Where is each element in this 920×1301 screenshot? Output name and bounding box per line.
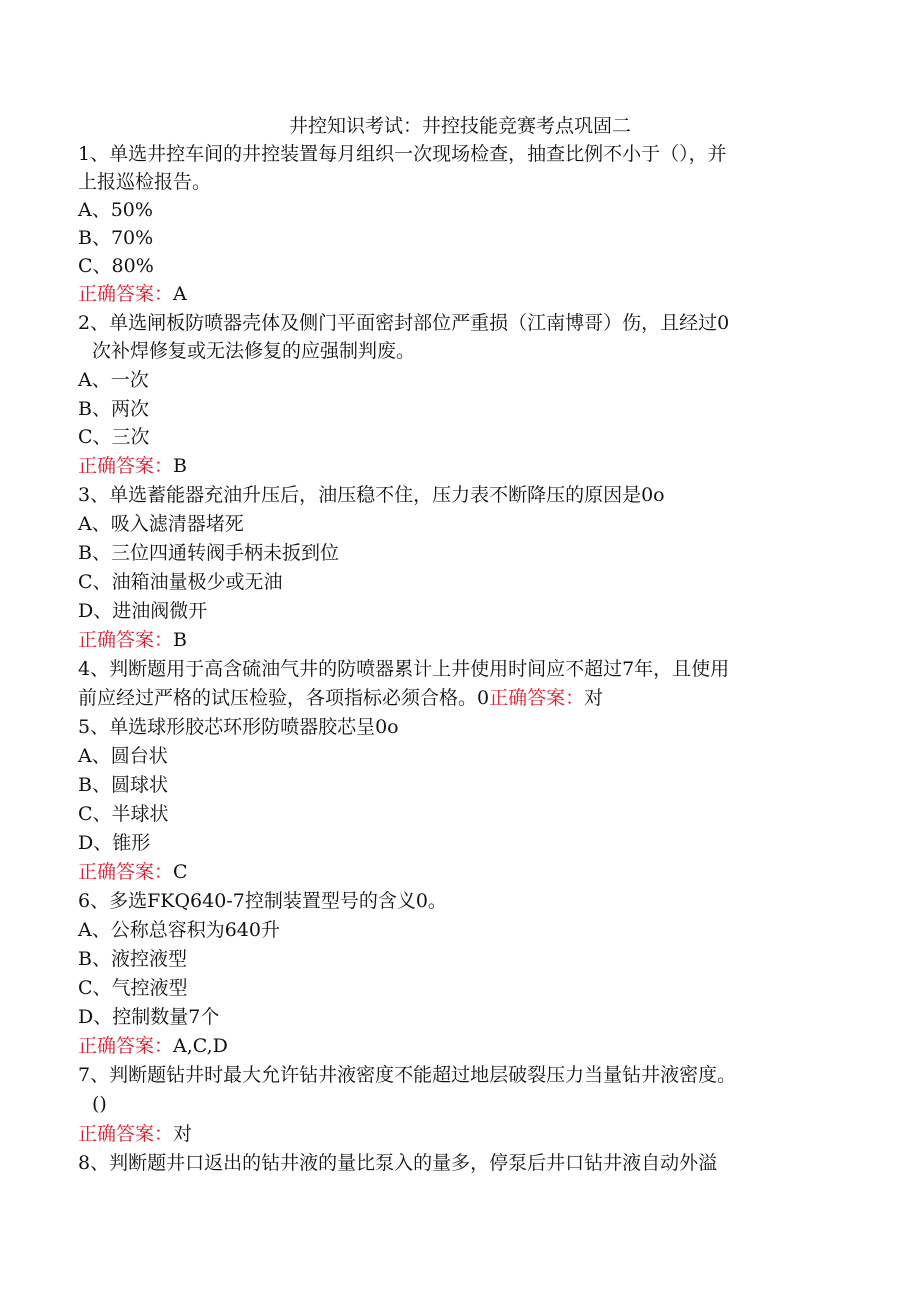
question-1-option-b: B、70% [78,227,154,249]
question-8-stem-line-1: 8、判断题井口返出的钻井液的量比泵入的量多，停泵后井口钻井液自动外溢 [78,1152,718,1174]
question-3-option-c: C、油箱油量极少或无油 [78,571,283,593]
answer-value: 对 [173,1123,193,1145]
question-6-option-c: C、气控液型 [78,977,188,999]
document-title: 井控知识考试：井控技能竞赛考点巩固二 [288,115,631,137]
question-2-stem-line-1: 2、单选闸板防喷器壳体及侧门平面密封部位严重损（江南博哥）伤，且经过0 [78,312,730,334]
answer-label: 正确答案： [78,1123,174,1145]
question-6-option-a: A、公称总容积为640升 [78,919,280,941]
question-6-option-b: B、液控液型 [78,948,187,970]
question-4-stem-text: 前应经过严格的试压检验，各项指标必须合格。0 [78,687,490,709]
answer-value: A,C,D [173,1035,228,1057]
question-2-option-a: A、一次 [78,369,149,391]
question-4-stem-line-2 [78,684,603,712]
question-1-option-c: C、80% [78,255,154,277]
answer-label: 正确答案： [78,1035,174,1057]
question-2-answer [78,452,187,480]
question-4-stem-line-1: 4、判断题用于高含硫油气井的防喷器累计上井使用时间应不超过7年，且使用 [78,658,730,680]
question-1-stem-line-1: 1、单选井控车间的井控装置每月组织一次现场检查，抽查比例不小于（），并 [78,143,727,165]
question-3-answer [78,626,187,654]
answer-value: B [173,455,187,477]
question-7-stem-line-1: 7、判断题钻井时最大允许钻井液密度不能超过地层破裂压力当量钻井液密度。 [78,1064,737,1086]
answer-label: 正确答案： [489,687,585,709]
question-3-option-d: D、进油阀微开 [78,600,208,622]
question-2-option-b: B、两次 [78,398,149,420]
question-5-option-a: A、圆台状 [78,745,168,767]
question-5-option-c: C、半球状 [78,803,169,825]
answer-label: 正确答案： [78,455,174,477]
question-5-option-d: D、锥形 [78,832,151,854]
question-6-stem-line-1: 6、多选FKQ640-7控制装置型号的含义0。 [78,890,447,912]
question-3-stem-line-1: 3、单选蓄能器充油升压后，油压稳不住，压力表不断降压的原因是0o [78,484,665,506]
question-5-stem-line-1: 5、单选球形胶芯环形防喷器胶芯呈0o [78,716,399,738]
answer-value: B [173,629,187,651]
question-1-option-a: A、50% [78,199,153,221]
question-7-answer [78,1120,192,1148]
answer-label: 正确答案： [78,283,174,305]
question-7-stem-line-2: () [92,1093,107,1115]
answer-label: 正确答案： [78,629,174,651]
question-5-answer [78,858,188,886]
question-6-option-d: D、控制数量7个 [78,1006,220,1028]
question-3-option-b: B、三位四通转阀手柄未扳到位 [78,542,339,564]
question-2-option-c: C、三次 [78,426,150,448]
question-6-answer [78,1032,228,1060]
question-3-option-a: A、吸入滤清器堵死 [78,513,244,535]
answer-value: 对 [584,687,604,709]
answer-value: C [173,861,188,883]
answer-label: 正确答案： [78,861,174,883]
question-5-option-b: B、圆球状 [78,774,168,796]
question-1-answer [78,280,187,308]
question-1-stem-line-2: 上报巡检报告。 [78,171,212,193]
question-2-stem-line-2: 次补焊修复或无法修复的应强制判废。 [92,340,416,362]
answer-value: A [173,283,187,305]
